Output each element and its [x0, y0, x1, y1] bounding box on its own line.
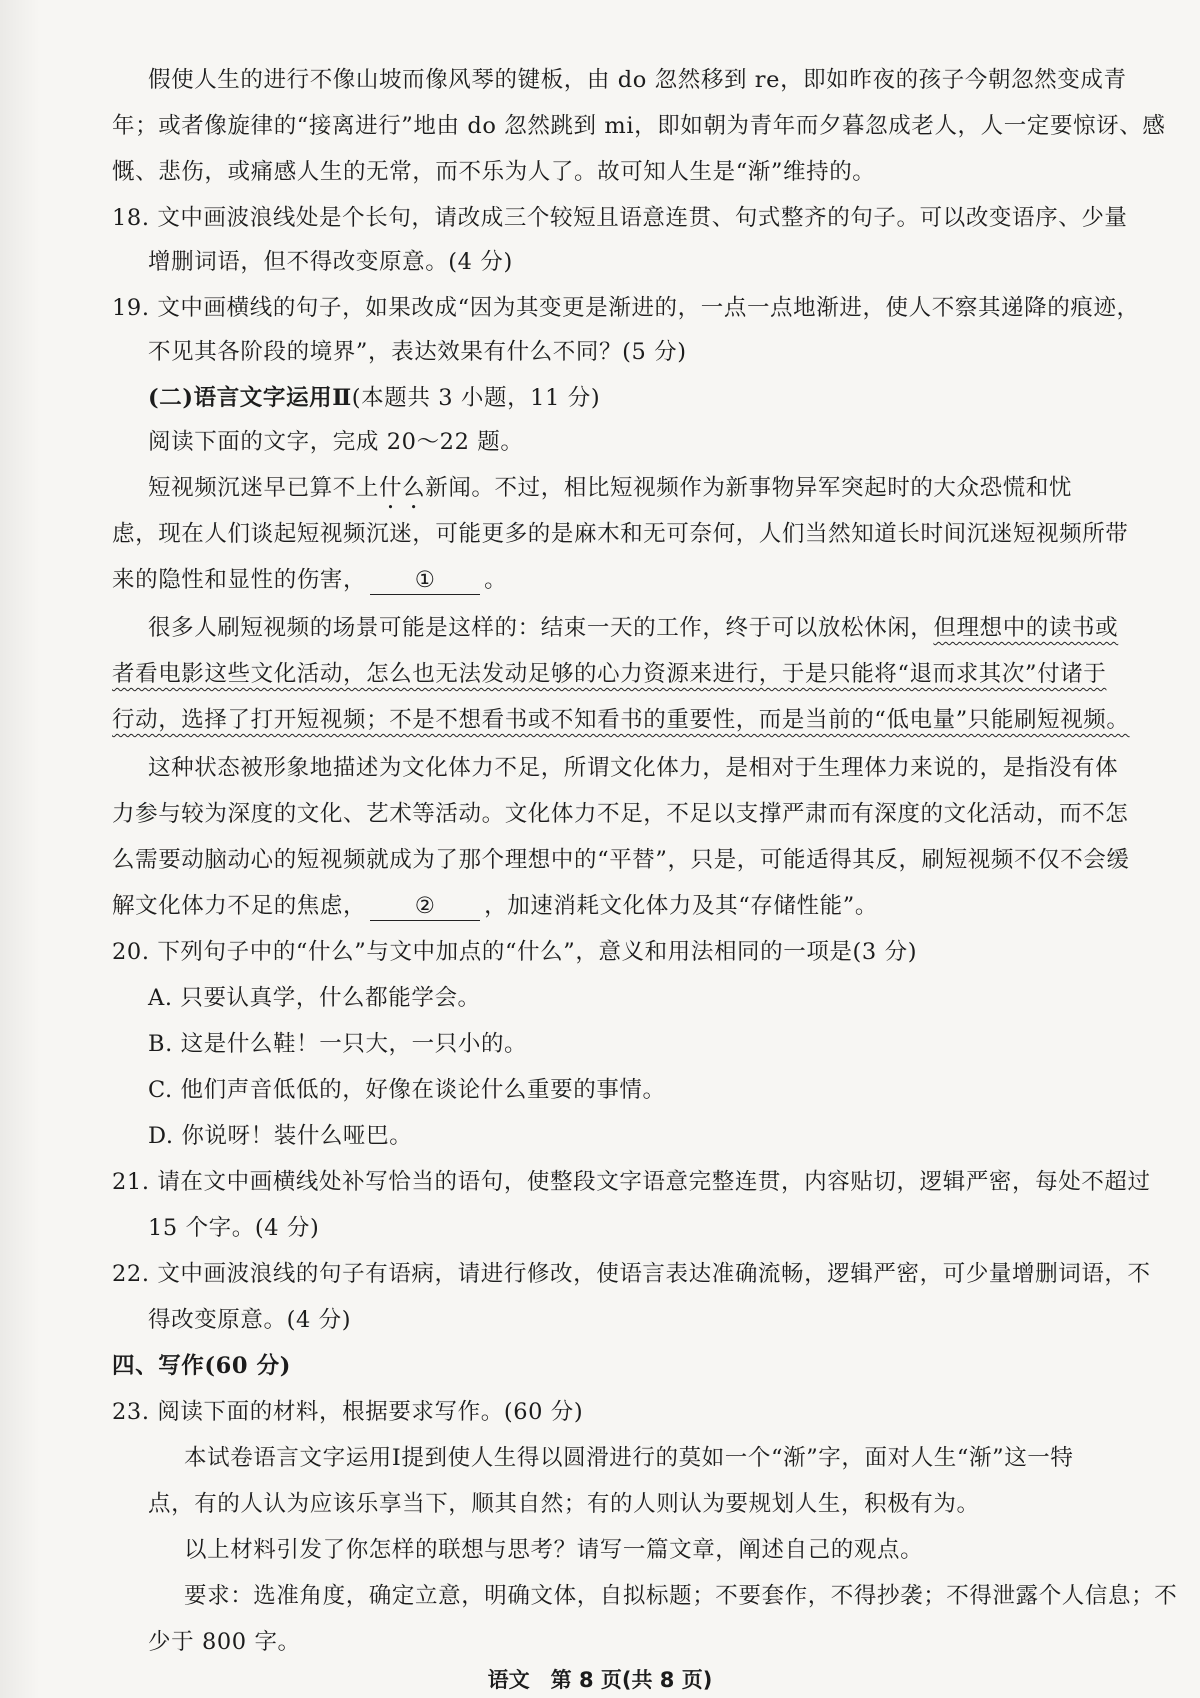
passage-4-line: 力参与较为深度的文化、艺术等活动。文化体力不足，不足以支撑严肃而有深度的文化活动，而不怎: [112, 801, 1129, 827]
question-21-cont: 15 个字。(4 分): [148, 1215, 320, 1241]
text-span: 新闻。不过，相比短视频作为新事物异军突起时的大众恐慌和忧: [425, 475, 1073, 501]
question-19: 19. 文中画横线的句子，如果改成“因为其变更是渐进的，一点一点地渐进，使人不察其递降的痕迹，: [112, 295, 1140, 321]
passage-4-line: [112, 884, 1092, 928]
scan-shadow: [0, 0, 40, 1698]
question-21: 21. 请在文中画横线处补写恰当的语句，使整段文字语意完整连贯，内容贴切，逻辑严密，每处不超过: [112, 1169, 1151, 1195]
question-18-cont: 增删词语，但不得改变原意。(4 分): [148, 249, 513, 275]
question-23: 23. 阅读下面的材料，根据要求写作。(60 分): [112, 1399, 584, 1425]
page-footer: 语文 第 8 页(共 8 页): [487, 1668, 713, 1692]
blank-1: ①: [370, 566, 480, 595]
passage-3-line: [112, 652, 1107, 696]
section-4-heading: 四、写作(60 分): [112, 1353, 291, 1379]
material-line: 本试卷语言文字运用Ⅰ提到使人生得以圆滑进行的莫如一个“渐”字，面对人生“渐”这一特: [184, 1445, 1074, 1471]
passage-line: 慨、悲伤，或痛感人生的无常，而不乐为人了。故可知人生是“渐”维持的。: [112, 159, 876, 185]
wavy-underlined-text: 者看电影这些文化活动，怎么也无法发动足够的心力资源来进行，于是只能将“退而求其次”付诸于: [112, 661, 1107, 687]
requirement-line: 少于 800 字。: [148, 1629, 301, 1655]
passage-line: 年；或者像旋律的“接离进行”地由 do 忽然跳到 mi，即如朝为青年而夕暮忽成老人，人一定要惊讶、感: [112, 113, 1166, 139]
requirement-line: 要求：选准角度，确定立意，明确文体，自拟标题；不要套作，不得抄袭；不得泄露个人信息；不: [184, 1583, 1178, 1609]
text-span: 解文化体力不足的焦虑，: [112, 893, 367, 919]
blank-2: ②: [370, 892, 480, 921]
text-span: 短视频沉迷早已算不上: [148, 475, 380, 501]
section-2-title: (二)语言文字运用Ⅱ: [148, 385, 352, 411]
question-22-cont: 得改变原意。(4 分): [148, 1307, 352, 1333]
option-c: C. 他们声音低低的，好像在谈论什么重要的事情。: [148, 1077, 666, 1103]
option-b: B. 这是什么鞋！一只大，一只小的。: [148, 1031, 528, 1057]
reading-instruction: 阅读下面的文字，完成 20～22 题。: [148, 429, 524, 455]
section-2-heading: [148, 376, 1092, 420]
question-22: 22. 文中画波浪线的句子有语病，请进行修改，使语言表达准确流畅，逻辑严密，可少量增删词语，不: [112, 1261, 1151, 1287]
section-2-note: (本题共 3 小题，11 分): [351, 385, 601, 411]
passage-4-line: 这种状态被形象地描述为文化体力不足，所谓文化体力，是相对于生理体力来说的，是指没有体: [148, 755, 1119, 781]
text-span: ，加速消耗文化体力及其“存储性能”。: [484, 893, 878, 919]
passage-2-line: 虑，现在人们谈起短视频沉迷，可能更多的是麻木和无可奈何，人们当然知道长时间沉迷短视频所带: [112, 521, 1129, 547]
question-18: 18. 文中画波浪线处是个长句，请改成三个较短且语意连贯、句式整齐的句子。可以改变语序、少量: [112, 205, 1128, 231]
text-span: 来的隐性和显性的伤害，: [112, 567, 367, 593]
text-span: 。: [484, 567, 508, 593]
passage-3-line: [148, 606, 1119, 650]
passage-2-line: [112, 558, 1092, 602]
prompt-line: 以上材料引发了你怎样的联想与思考？请写一篇文章，阐述自己的观点。: [184, 1537, 924, 1563]
wavy-underlined-text: 行动，选择了打开短视频；不是不想看书或不知看书的重要性，而是当前的“低电量”只能刷短视频。: [112, 707, 1130, 733]
text-span: 很多人刷短视频的场景可能是这样的：结束一天的工作，终于可以放松休闲，: [148, 615, 934, 641]
wavy-underlined-text: 但理想中的读书或: [933, 615, 1119, 641]
option-d: D. 你说呀！装什么哑巴。: [148, 1123, 413, 1149]
dotted-word: 什么: [379, 475, 426, 501]
passage-line: 假使人生的进行不像山坡而像风琴的键板，由 do 忽然移到 re，即如昨夜的孩子今朝忽然变成青: [148, 67, 1127, 93]
material-line: 点，有的人认为应该乐享当下，顺其自然；有的人则认为要规划人生，积极有为。: [148, 1491, 980, 1517]
passage-2-line: [148, 466, 1092, 510]
question-20: 20. 下列句子中的“什么”与文中加点的“什么”，意义和用法相同的一项是(3 分): [112, 939, 918, 965]
option-a: A. 只要认真学，什么都能学会。: [148, 985, 481, 1011]
passage-4-line: 么需要动脑动心的短视频就成为了那个理想中的“平替”，只是，可能适得其反，刷短视频不仅不会缓: [112, 847, 1130, 873]
question-19-cont: 不见其各阶段的境界”，表达效果有什么不同？(5 分): [148, 339, 687, 365]
passage-3-line: [112, 698, 1130, 742]
